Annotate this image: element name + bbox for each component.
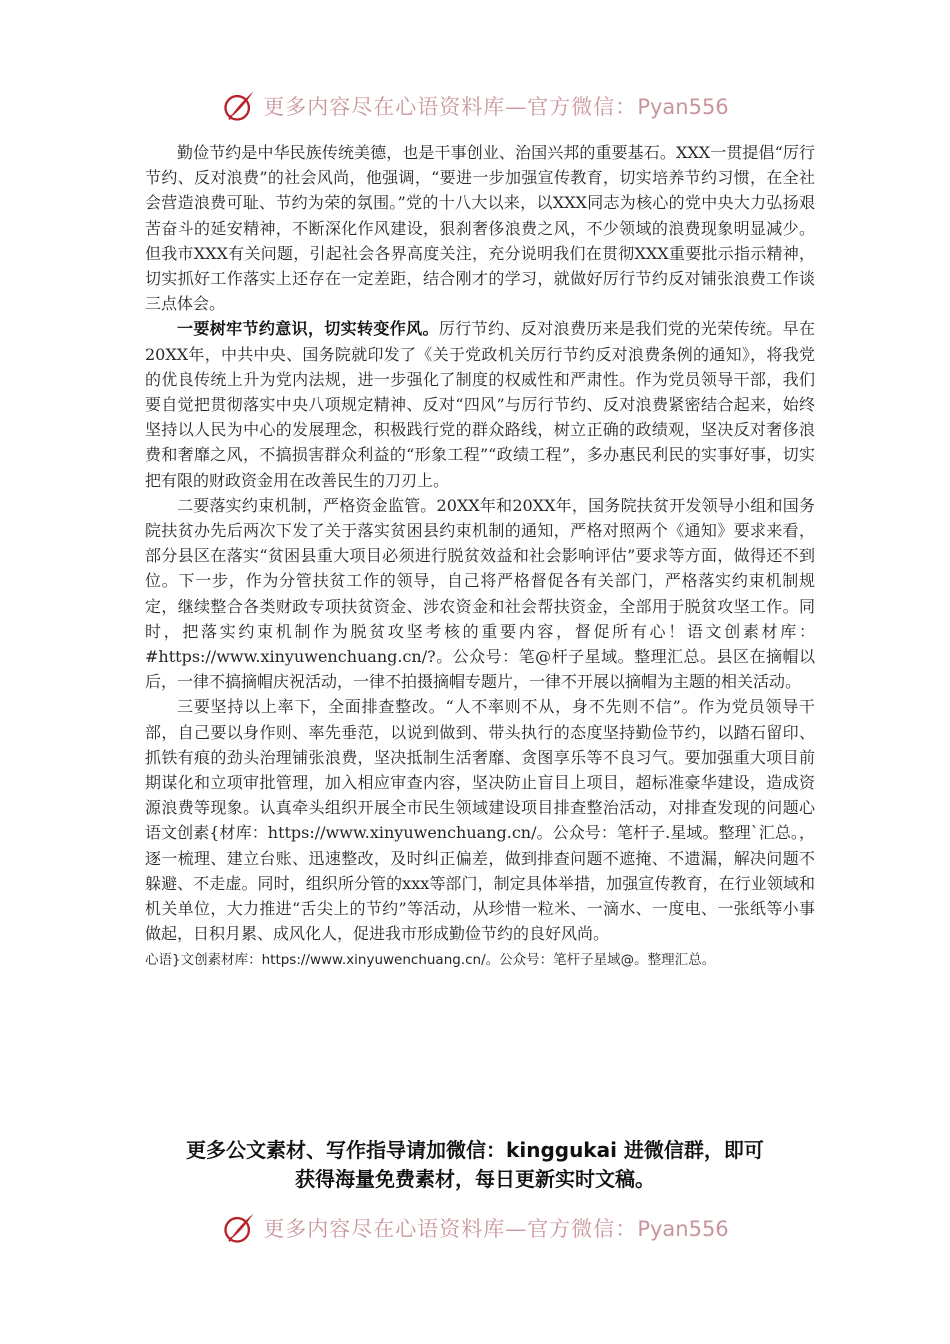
banner-text: 更多内容尽在心语资料库—官方微信：Pyan556 <box>263 95 729 119</box>
banner-wechat-id: Pyan556 <box>637 95 729 119</box>
quill-pen-circle-icon <box>221 88 257 124</box>
document-body <box>145 140 815 971</box>
promo-line-1: 更多公文素材、写作指导请加微信：kinggukai 进微信群，即可 <box>186 1138 764 1162</box>
header-banner <box>0 84 950 128</box>
paragraph-point-one: 一要树牢节约意识，切实转变作风。厉行节约、反对浪费历来是我们党的光荣传统。早在20XX年，中共中央、国务院就印发了《关于党政机关厉行节约反对浪费条例的通知》，将我党的优良传统上升为党内法规，进一步强化了制度的权威性和严肃性。作为党员领导干部，我们要自觉把贯彻落实中央八项规定精神、反对“四风”与厉行节约、反对浪费紧密结合起来，始终坚持以人民为中心的发展理念，积极践行党的群众路线，树立正确的政绩观，坚决反对奢侈浪费和奢靡之风，不搞损害群众利益的“形象工程”“政绩工程”，多办惠民利民的实事好事，切实把有限的财政资金用在改善民生的刀刃上。 <box>145 319 815 490</box>
promo-line-2: 获得海量免费素材，每日更新实时文稿。 <box>295 1167 655 1191</box>
banner-wechat-id: Pyan556 <box>637 1217 729 1241</box>
promo-block <box>100 1136 850 1194</box>
paragraph-heading: 一要树牢节约意识，切实转变作风。 <box>177 319 439 339</box>
source-note: 心语}文创素材库：https://www.xinyuwenchuang.cn/。公众号：笔杆子星域@。整理汇总。 <box>145 951 716 968</box>
paragraph-point-three: 三要坚持以上率下，全面排查整改。“人不率则不从，身不先则不信”。作为党员领导干部，自己要以身作则、率先垂范，以说到做到、带头执行的态度坚持勤俭节约，以踏石留印、抓铁有痕的劲头治理铺张浪费，坚决抵制生活奢靡、贪图享乐等不良习气。要加强重大项目前期谋化和立项审批管理，加入相应审查内容，坚决防止盲目上项目，超标准豪华建设，造成资源浪费等现象。认真牵头组织开展全市民生领域建设项目排查整治活动，对排查发现的问题心语文创素{材库：https://www.xinyuwenchuang.cn/。公众号：笔杆子.星域。整理`汇总。，逐一梳理、建立台账、迅速整改，及时纠正偏差，做到排查问题不遮掩、不遗漏，解决问题不躲避、不走虚。同时，组织所分管的xxx等部门，制定具体举措，加强宣传教育，在行业领域和机关单位，大力推进“舌尖上的节约”等活动，从珍惜一粒米、一滴水、一度电、一张纸等小事做起，日积月累、成风化人，促进我市形成勤俭节约的良好风尚。 <box>145 697 815 944</box>
paragraph-point-two: 二要落实约束机制，严格资金监管。20XX年和20XX年，国务院扶贫开发领导小组和国务院扶贫办先后两次下发了关于落实贫困县约束机制的通知，严格对照两个《通知》要求来看，部分县区在落实“贫困县重大项目必须进行脱贫效益和社会影响评估”要求等方面，做得还不到位。下一步，作为分管扶贫工作的领导，自己将严格督促各有关部门，严格落实约束机制规定，继续整合各类财政专项扶贫资金、涉农资金和社会帮扶资金，全部用于脱贫攻坚工作。同时，把落实约束机制作为脱贫攻坚考核的重要内容，督促所有心！语文创素材库：#https://www.xinyuwenchuang.cn/?。公众号：笔@杆子星域。整理汇总。县区在摘帽以后，一律不搞摘帽庆祝活动，一律不拍摄摘帽专题片，一律不开展以摘帽为主题的相关活动。 <box>145 495 815 692</box>
banner-text: 更多内容尽在心语资料库—官方微信：Pyan556 <box>263 1217 729 1241</box>
paragraph-intro: 勤俭节约是中华民族传统美德，也是干事创业、治国兴邦的重要基石。XXX一贯提倡“厉行节约、反对浪费”的社会风尚，他强调，“要进一步加强宣传教育，切实培养节约习惯，在全社会营造浪费可耻、节约为荣的氛围。”党的十八大以来，以XXX同志为核心的党中央大力弘扬艰苦奋斗的延安精神，不断深化作风建设，狠刹奢侈浪费之风，不少领域的浪费现象明显减少。但我市XXX有关问题，引起社会各界高度关注，充分说明我们在贯彻XXX重要批示指示精神，切实抓好工作落实上还存在一定差距，结合刚才的学习，就做好厉行节约反对铺张浪费工作谈三点体会。 <box>145 143 815 314</box>
quill-pen-circle-icon <box>221 1210 257 1246</box>
footer-banner <box>0 1206 950 1250</box>
